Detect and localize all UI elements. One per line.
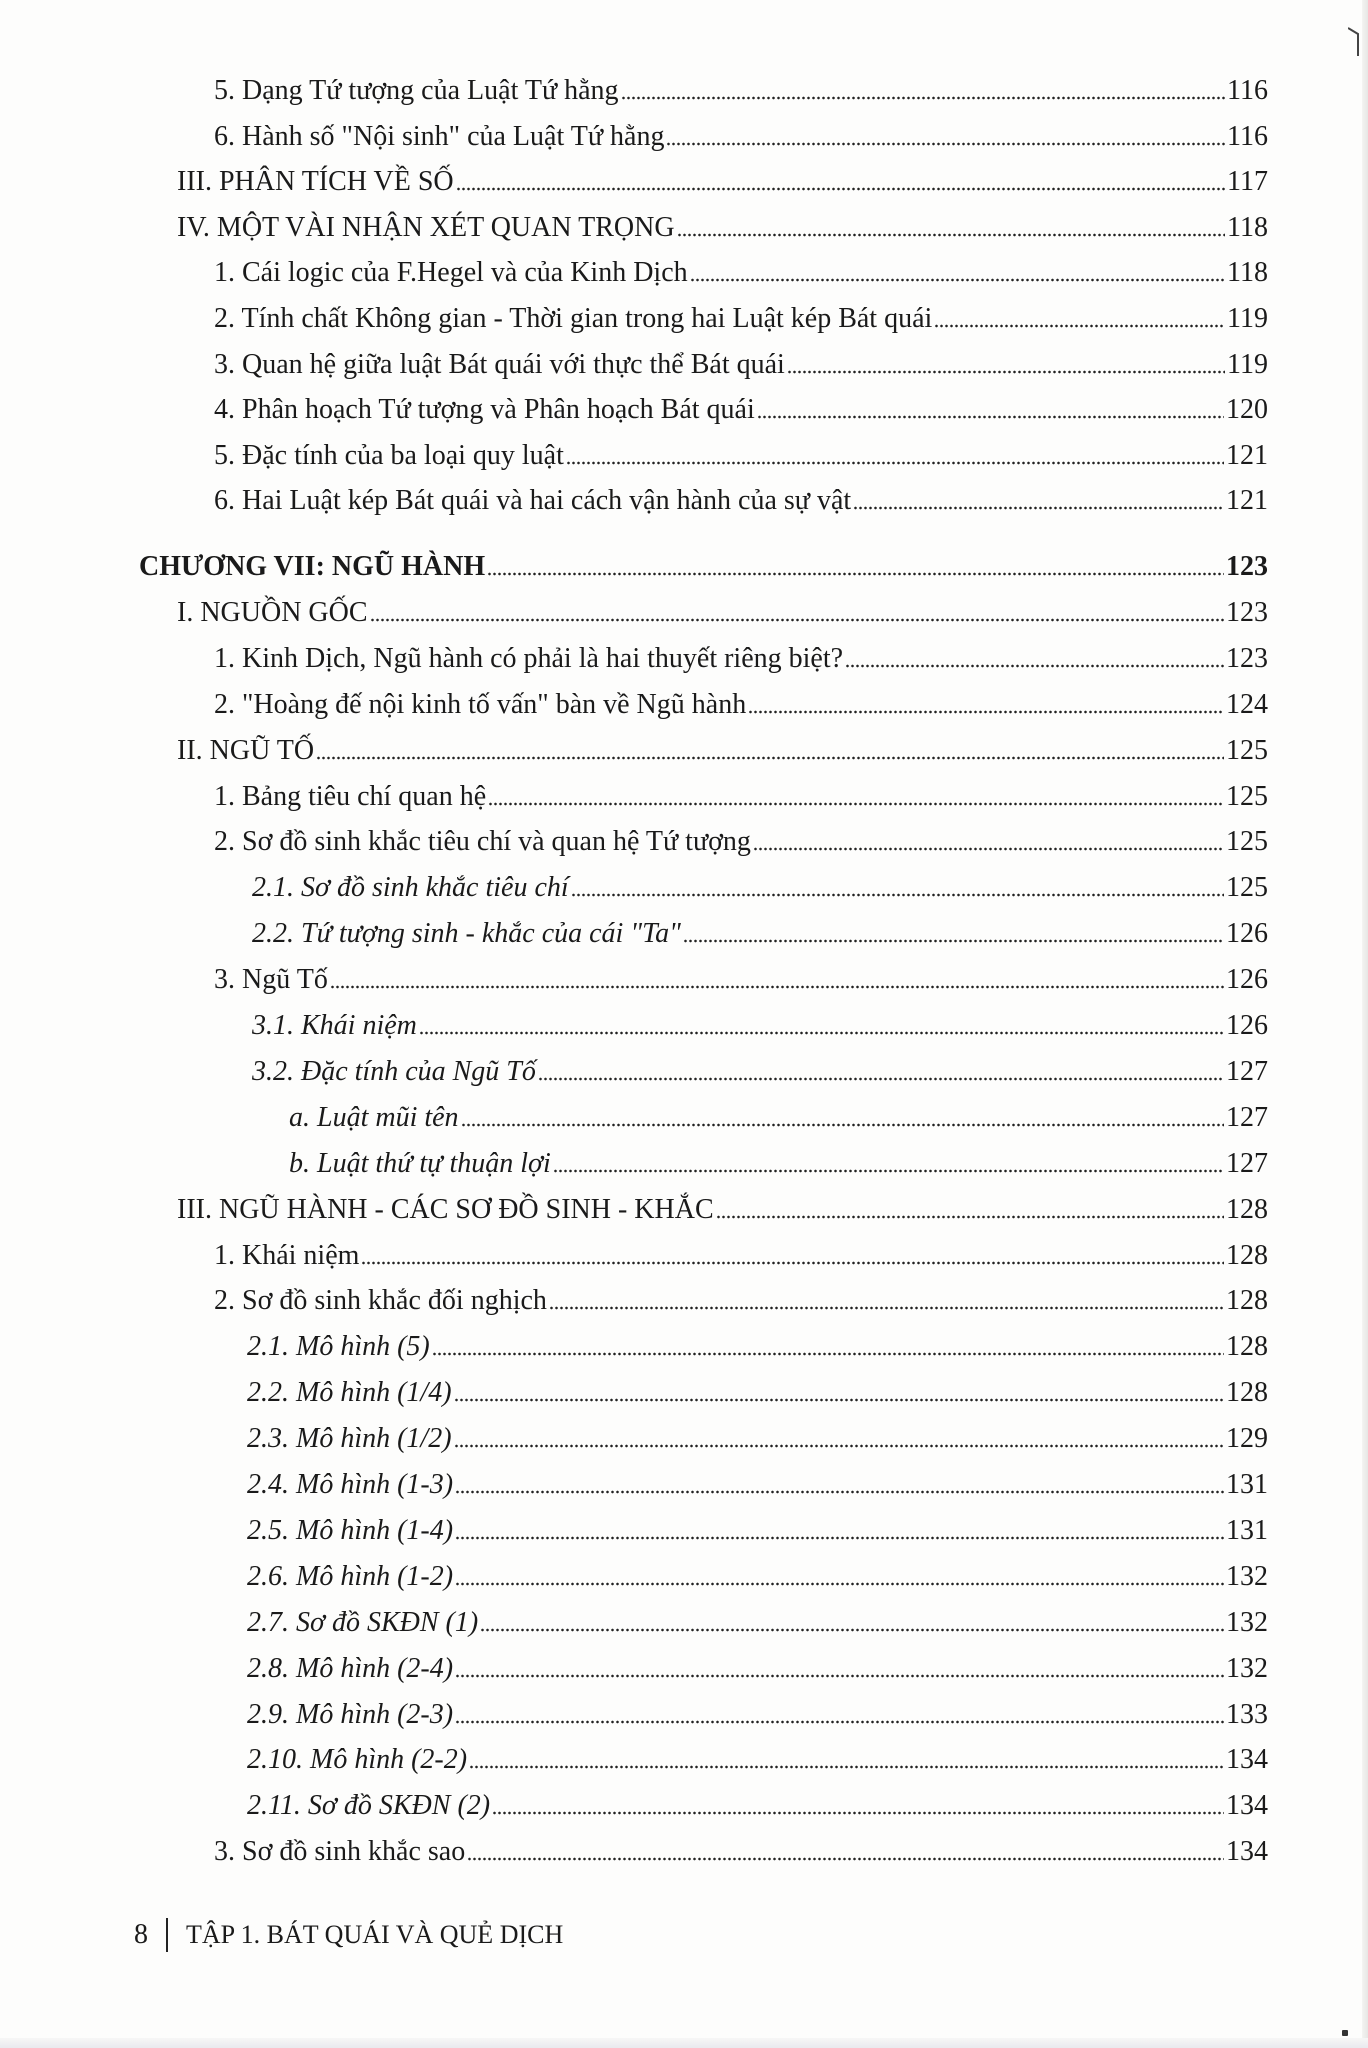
dot-leader — [361, 1245, 1224, 1265]
toc-entry-title: 2. Tính chất Không gian - Thời gian trong hai Luật kép Bát quái — [214, 303, 933, 334]
toc-entry-page: 128 — [1226, 1239, 1268, 1271]
toc-entry[interactable] — [214, 61, 1268, 107]
toc-entry[interactable] — [289, 1134, 1268, 1180]
toc-entry-page: 133 — [1226, 1698, 1268, 1730]
toc-entry-page: 116 — [1227, 75, 1268, 106]
toc-entry-page: 127 — [1226, 1055, 1268, 1087]
toc-entry-title: 3. Sơ đồ sinh khắc sao — [214, 1836, 466, 1868]
page-edge-bottom — [0, 2038, 1368, 2048]
toc-entry[interactable] — [214, 1226, 1268, 1272]
toc-entry[interactable] — [177, 152, 1268, 198]
toc-entry[interactable] — [214, 950, 1268, 996]
toc-entry-page: 125 — [1226, 734, 1268, 766]
toc-entry-page: 123 — [1226, 642, 1268, 674]
toc-entry[interactable] — [177, 721, 1268, 767]
toc-entry-page: 126 — [1226, 964, 1268, 996]
dot-leader — [454, 1428, 1224, 1448]
toc-entry-title: 2.11. Sơ đồ SKĐN (2) — [247, 1790, 491, 1822]
toc-entry-title: 4. Phân hoạch Tứ tượng và Phân hoạch Bát quái — [214, 394, 755, 426]
toc-entry[interactable] — [214, 289, 1268, 335]
toc-entry-page: 120 — [1226, 394, 1268, 426]
toc-entry[interactable] — [214, 675, 1268, 721]
toc-entry[interactable] — [252, 996, 1268, 1042]
toc-entry[interactable] — [177, 583, 1268, 629]
toc-entry-title: 5. Đặc tính của ba loại quy luật — [214, 439, 564, 471]
toc-entry[interactable] — [252, 858, 1268, 904]
toc-entry-title: I. NGUỒN GỐC — [177, 596, 368, 628]
toc-entry[interactable] — [214, 767, 1268, 813]
dot-leader — [467, 1841, 1224, 1861]
toc-entry[interactable] — [214, 426, 1268, 472]
toc-entry-title: III. PHÂN TÍCH VỀ SỐ — [177, 166, 454, 198]
toc-entry[interactable] — [289, 1088, 1268, 1134]
toc-entry[interactable] — [214, 471, 1268, 517]
toc-entry-title: CHƯƠNG VII: NGŨ HÀNH — [139, 551, 486, 582]
toc-entry-page: 128 — [1226, 1285, 1268, 1317]
toc-entry-page: 125 — [1226, 780, 1268, 812]
toc-entry-page: 132 — [1226, 1560, 1268, 1592]
toc-entry-title: 3.1. Khái niệm — [252, 1010, 417, 1041]
toc-entry-page: 123 — [1226, 551, 1268, 582]
toc-entry-page: 134 — [1226, 1790, 1268, 1822]
toc-entry[interactable] — [247, 1455, 1268, 1501]
toc-entry-title: 3. Ngũ Tố — [214, 964, 328, 996]
toc-entry-title: 2.3. Mô hình (1/2) — [247, 1423, 452, 1455]
toc-entry-page: 126 — [1226, 1010, 1268, 1041]
toc-entry[interactable] — [214, 243, 1268, 289]
dot-leader — [455, 1566, 1224, 1586]
toc-entry[interactable] — [252, 1042, 1268, 1088]
toc-entry-page: 127 — [1226, 1101, 1268, 1133]
toc-entry-page: 131 — [1226, 1514, 1268, 1546]
toc-entry-page: 121 — [1226, 439, 1268, 471]
toc-entry-title: 2.10. Mô hình (2-2) — [247, 1744, 468, 1776]
dot-leader — [487, 556, 1224, 576]
toc-entry-page: 116 — [1227, 120, 1268, 152]
toc-entry-title: b. Luật thứ tự thuận lợi — [289, 1147, 551, 1179]
toc-entry[interactable] — [214, 1822, 1268, 1868]
toc-entry-title: 2.9. Mô hình (2-3) — [247, 1698, 454, 1730]
dot-leader — [571, 877, 1224, 897]
toc-entry[interactable] — [247, 1363, 1268, 1409]
dot-leader — [455, 1658, 1224, 1678]
toc-entry-page: 124 — [1226, 688, 1268, 720]
toc-entry-title: 2.7. Sơ đồ SKĐN (1) — [247, 1606, 479, 1638]
toc-entry-page: 117 — [1227, 166, 1268, 198]
dot-leader — [330, 969, 1224, 989]
toc-entry[interactable] — [214, 1271, 1268, 1317]
dot-leader — [538, 1061, 1224, 1081]
page-footer — [134, 1918, 563, 1952]
dot-leader — [455, 1474, 1224, 1494]
toc-entry-title: IV. MỘT VÀI NHẬN XÉT QUAN TRỌNG — [177, 211, 675, 243]
toc-entry-title: 2. Sơ đồ sinh khắc đối nghịch — [214, 1285, 547, 1317]
toc-entry-title: 2.1. Mô hình (5) — [247, 1331, 430, 1363]
dot-leader — [934, 308, 1225, 328]
toc-entry[interactable] — [177, 1180, 1268, 1226]
toc-entry-page: 128 — [1226, 1377, 1268, 1409]
dot-leader — [716, 1199, 1224, 1219]
toc-entry-title: 2.5. Mô hình (1-4) — [247, 1514, 454, 1546]
toc-entry[interactable] — [247, 1639, 1268, 1685]
toc-entry-page: 118 — [1227, 257, 1268, 289]
toc-entry[interactable] — [252, 904, 1268, 950]
toc-entry-page: 132 — [1226, 1652, 1268, 1684]
toc-entry-page: 134 — [1226, 1744, 1268, 1776]
toc-entry[interactable] — [247, 1593, 1268, 1639]
toc-entry[interactable] — [247, 1547, 1268, 1593]
toc-entry-page: 119 — [1227, 303, 1268, 334]
scan-mark — [1342, 2030, 1348, 2036]
dot-leader — [553, 1153, 1224, 1173]
toc-entry-title: 2.8. Mô hình (2-4) — [247, 1652, 454, 1684]
toc-entry-title: a. Luật mũi tên — [289, 1101, 459, 1133]
toc-entry[interactable] — [214, 107, 1268, 153]
toc-entry-title: 2. Sơ đồ sinh khắc tiêu chí và quan hệ Tứ tượng — [214, 826, 751, 858]
toc-entry-page: 125 — [1226, 872, 1268, 904]
dot-leader — [549, 1290, 1224, 1310]
dot-leader — [690, 262, 1225, 282]
dot-leader — [456, 171, 1225, 191]
dot-leader — [316, 740, 1224, 760]
toc-entry-page: 132 — [1226, 1606, 1268, 1638]
toc-entry-page: 121 — [1226, 485, 1268, 517]
book-title: TẬP 1. BÁT QUÁI VÀ QUẺ DỊCH — [186, 1920, 564, 1949]
toc-entry-title: 6. Hành số "Nội sinh" của Luật Tứ hằng — [214, 120, 665, 152]
dot-leader — [621, 80, 1225, 100]
dot-leader — [455, 1520, 1224, 1540]
page-number: 8 — [134, 1919, 148, 1950]
dot-leader — [748, 694, 1224, 714]
toc-entry[interactable] — [214, 629, 1268, 675]
dot-leader — [666, 126, 1225, 146]
toc-entry[interactable] — [247, 1501, 1268, 1547]
toc-entry-title: II. NGŨ TỐ — [177, 734, 315, 766]
toc-entry[interactable] — [247, 1409, 1268, 1455]
toc-entry-title: 2.2. Mô hình (1/4) — [247, 1377, 452, 1409]
dot-leader — [492, 1795, 1224, 1815]
toc-entry-page: 128 — [1226, 1193, 1268, 1225]
toc-entry-title: 3.2. Đặc tính của Ngũ Tố — [252, 1055, 536, 1087]
toc-entry[interactable] — [214, 812, 1268, 858]
toc-entry[interactable] — [214, 335, 1268, 381]
toc-entry-title: 2. "Hoàng đế nội kinh tố vấn" bàn về Ngũ hành — [214, 688, 747, 720]
toc-entry-page: 131 — [1226, 1469, 1268, 1500]
dot-leader — [455, 1704, 1224, 1724]
dot-leader — [753, 831, 1224, 851]
toc-entry[interactable] — [214, 380, 1268, 426]
toc-entry-page: 126 — [1226, 918, 1268, 950]
dot-leader — [566, 445, 1224, 465]
toc-entry[interactable] — [247, 1685, 1268, 1731]
toc-entry-page: 119 — [1227, 348, 1268, 380]
toc-entry[interactable] — [247, 1730, 1268, 1776]
toc-entry-title: 6. Hai Luật kép Bát quái và hai cách vận hành của sự vật — [214, 485, 852, 517]
toc-entry[interactable] — [177, 198, 1268, 244]
toc-entry-title: 5. Dạng Tứ tượng của Luật Tứ hằng — [214, 75, 619, 106]
toc-entry-title: 2.4. Mô hình (1-3) — [247, 1469, 454, 1500]
toc-entry-title: 2.6. Mô hình (1-2) — [247, 1560, 454, 1592]
toc-entry-title: 2.1. Sơ đồ sinh khắc tiêu chí — [252, 872, 569, 904]
dot-leader — [677, 217, 1225, 237]
toc-entry-title: 1. Cái logic của F.Hegel và của Kinh Dịch — [214, 257, 688, 289]
footer-divider — [166, 1918, 168, 1952]
toc-entry-page: 123 — [1226, 596, 1268, 628]
dot-leader — [683, 923, 1224, 943]
toc-entry-title: 3. Quan hệ giữa luật Bát quái với thực thể Bát quái — [214, 348, 785, 380]
dot-leader — [419, 1015, 1224, 1035]
toc-entry-page: 127 — [1226, 1147, 1268, 1179]
dot-leader — [480, 1612, 1224, 1632]
dot-leader — [370, 602, 1224, 622]
toc-entry-page: 129 — [1226, 1423, 1268, 1455]
toc-chapter-entry[interactable] — [139, 537, 1268, 583]
dot-leader — [454, 1382, 1224, 1402]
toc-entry-page: 125 — [1226, 826, 1268, 858]
dot-leader — [845, 648, 1224, 668]
toc-entry-title: 1. Khái niệm — [214, 1239, 360, 1271]
toc-entry-title: 1. Kinh Dịch, Ngũ hành có phải là hai thuyết riêng biệt? — [214, 642, 844, 674]
toc-entry-page: 134 — [1226, 1836, 1268, 1868]
dot-leader — [469, 1749, 1224, 1769]
toc-entry-title: 1. Bảng tiêu chí quan hệ — [214, 780, 487, 812]
toc-entry[interactable] — [247, 1317, 1268, 1363]
dot-leader — [757, 399, 1224, 419]
dot-leader — [488, 786, 1224, 806]
dot-leader — [853, 490, 1224, 510]
toc-entry[interactable] — [247, 1776, 1268, 1822]
toc-entry-page: 118 — [1227, 211, 1268, 243]
dot-leader — [432, 1336, 1224, 1356]
dot-leader — [461, 1107, 1224, 1127]
toc-entry-page: 128 — [1226, 1331, 1268, 1363]
toc-entry-title: III. NGŨ HÀNH - CÁC SƠ ĐỒ SINH - KHẮC — [177, 1193, 714, 1225]
dot-leader — [787, 354, 1225, 374]
toc-entry-title: 2.2. Tứ tượng sinh - khắc của cái "Ta" — [252, 918, 681, 950]
